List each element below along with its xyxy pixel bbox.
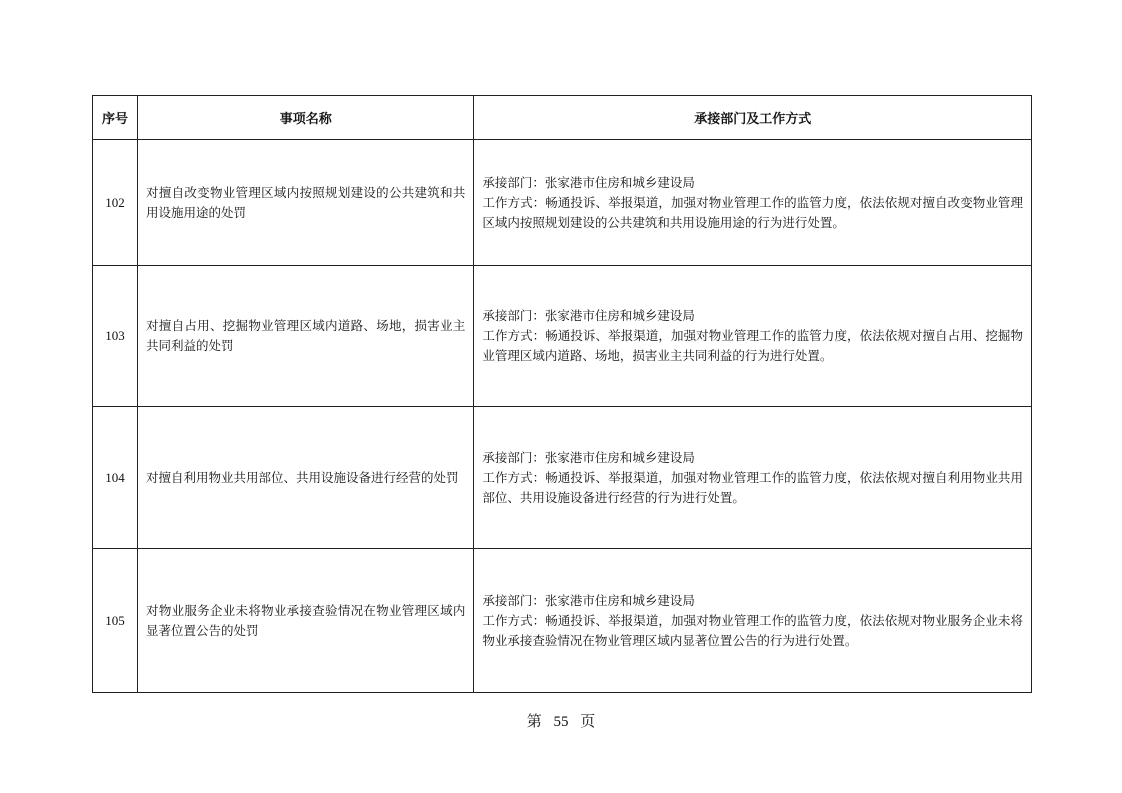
- row-work-method: 工作方式：畅通投诉、举报渠道，加强对物业管理工作的监管力度，依法依规对物业服务企业未将物业承接查验情况在物业管理区域内显著位置公告的行为进行处置。: [482, 612, 1023, 648]
- row-department: 承接部门：张家港市住房和城乡建设局: [482, 308, 695, 323]
- row-department: 承接部门：张家港市住房和城乡建设局: [482, 174, 695, 190]
- row-work-method: 工作方式：畅通投诉、举报渠道，加强对物业管理工作的监管力度，依法依规对擅自占用、挖掘物业管理区域内道路、场地，损害业主共同利益的行为进行处置。: [482, 328, 1023, 363]
- page-number-footer: [0, 710, 1122, 731]
- page-number: 55: [553, 714, 569, 730]
- row-serial-number: 104: [93, 407, 138, 549]
- header-department-method: 承接部门及工作方式: [474, 96, 1032, 140]
- table-row: [93, 549, 1032, 693]
- row-matter-name: 对物业服务企业未将物业承接查验情况在物业管理区域内显著位置公告的处罚: [138, 549, 474, 693]
- table-row: [93, 140, 1032, 266]
- row-matter-name: 对擅自利用物业共用部位、共用设施设备进行经营的处罚: [138, 407, 474, 549]
- table-row: [93, 407, 1032, 549]
- header-matter-name: 事项名称: [138, 96, 474, 140]
- row-work-method: 工作方式：畅通投诉、举报渠道，加强对物业管理工作的监管力度，依法依规对擅自改变物业管理区域内按照规划建设的公共建筑和共用设施用途的行为进行处置。: [482, 194, 1023, 230]
- row-department: 承接部门：张家港市住房和城乡建设局: [482, 592, 695, 608]
- row-serial-number: 102: [93, 140, 138, 266]
- header-serial-number: 序号: [93, 96, 138, 140]
- row-department-method: [474, 140, 1032, 266]
- row-serial-number: 103: [93, 266, 138, 407]
- row-department-method: [474, 549, 1032, 693]
- row-department: 承接部门：张家港市住房和城乡建设局: [482, 449, 695, 465]
- page-suffix: 页: [580, 714, 596, 730]
- row-department-method: [474, 407, 1032, 549]
- table-header-row: [93, 96, 1032, 140]
- row-serial-number: 105: [93, 549, 138, 693]
- matters-table: [92, 95, 1032, 693]
- row-matter-name: 对擅自占用、挖掘物业管理区域内道路、场地，损害业主共同利益的处罚: [138, 266, 474, 407]
- row-matter-name: 对擅自改变物业管理区域内按照规划建设的公共建筑和共用设施用途的处罚: [138, 140, 474, 266]
- row-work-method: 工作方式：畅通投诉、举报渠道，加强对物业管理工作的监管力度，依法依规对擅自利用物业共用部位、共用设施设备进行经营的行为进行处置。: [482, 469, 1023, 505]
- row-department-method: [474, 266, 1032, 407]
- table-row: [93, 266, 1032, 407]
- page-prefix: 第: [526, 714, 542, 730]
